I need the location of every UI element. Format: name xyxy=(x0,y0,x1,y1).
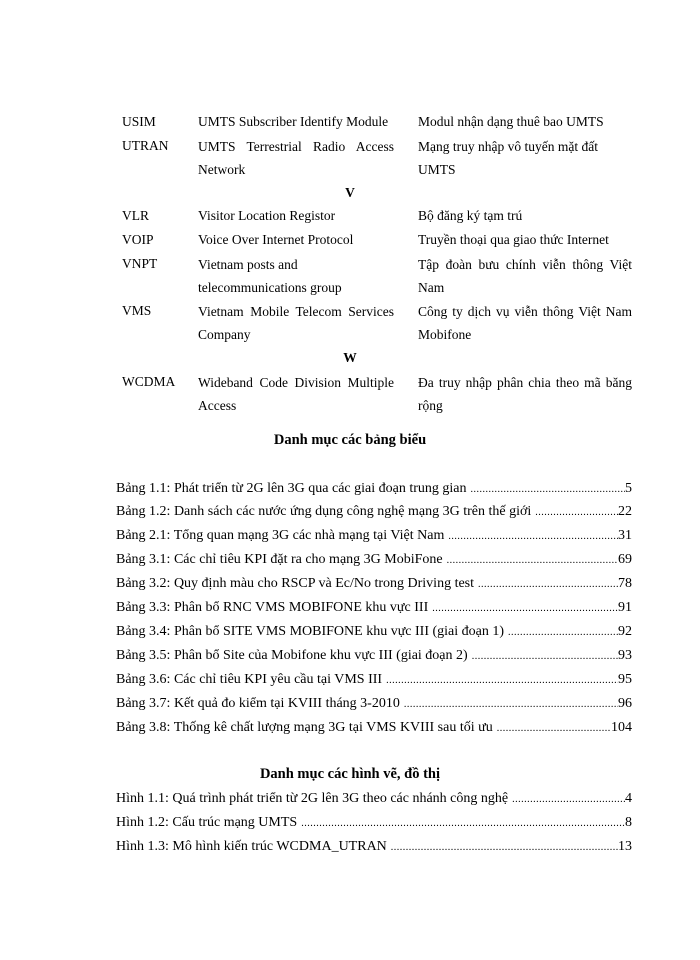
toc-entry-label: Bảng 3.3: Phân bổ RNC VMS MOBIFONE khu vực III xyxy=(116,600,429,615)
toc-entry-page: 13 xyxy=(618,839,632,854)
toc-leader xyxy=(493,723,611,734)
toc-table-entry xyxy=(116,528,632,548)
abbr-code: USIM xyxy=(122,114,156,129)
toc-leader xyxy=(508,794,625,805)
abbr-translation-line: Nam xyxy=(418,280,445,295)
toc-figure-entry xyxy=(116,815,632,835)
toc-entry-page: 22 xyxy=(618,504,632,519)
abbr-row-voip xyxy=(0,232,700,252)
abbr-translation-line: rộng xyxy=(418,398,443,413)
toc-figure-entry xyxy=(116,839,632,859)
toc-entry-page: 104 xyxy=(611,720,632,735)
toc-table-entry xyxy=(116,720,632,740)
abbr-translation-line: Đa truy nhập phân chia theo mã băng xyxy=(418,375,632,390)
toc-entry-label: Hình 1.3: Mô hình kiến trúc WCDMA_UTRAN xyxy=(116,839,387,854)
abbr-code: VOIP xyxy=(122,232,154,247)
toc-entry-label: Hình 1.1: Quá trình phát triển từ 2G lên 3G theo các nhánh công nghệ xyxy=(116,791,509,806)
abbr-term-line: UMTS Terrestrial Radio Access xyxy=(198,139,394,154)
abbr-row-usim xyxy=(0,114,700,134)
toc-entry-label: Bảng 3.4: Phân bổ SITE VMS MOBIFONE khu vực III (giai đoạn 1) xyxy=(116,624,505,639)
toc-entry-label: Bảng 3.2: Quy định màu cho RSCP và Ec/No trong Driving test xyxy=(116,576,475,591)
toc-entry-page: 96 xyxy=(618,696,632,711)
abbr-term: Visitor Location Registor xyxy=(198,208,336,223)
toc-entry-label: Bảng 2.1: Tổng quan mạng 3G các nhà mạng tại Việt Nam xyxy=(116,528,445,543)
toc-entry-page: 93 xyxy=(618,648,632,663)
toc-entry-page: 31 xyxy=(618,528,632,543)
abbr-row-vnpt xyxy=(0,256,700,302)
toc-leader xyxy=(467,484,625,495)
toc-table-entry xyxy=(116,576,632,596)
toc-leader xyxy=(474,579,618,590)
abbr-term-line: telecommunications group xyxy=(198,280,342,295)
toc-entry-page: 92 xyxy=(618,624,632,639)
toc-entry-page: 95 xyxy=(618,672,632,687)
abbr-row-wcdma xyxy=(0,374,700,420)
abbr-term-line: Network xyxy=(198,162,246,177)
abbr-row-vms xyxy=(0,303,700,349)
abbr-row-utran xyxy=(0,138,700,184)
toc-leader xyxy=(297,818,625,829)
abbr-translation: Bộ đăng ký tạm trú xyxy=(418,208,523,223)
toc-entry-label: Bảng 3.8: Thống kê chất lượng mạng 3G tại VMS KVIII sau tối ưu xyxy=(116,720,493,735)
abbr-code: UTRAN xyxy=(122,138,169,153)
toc-entry-label: Bảng 1.2: Danh sách các nước ứng dụng công nghệ mạng 3G trên thế giới xyxy=(116,504,532,519)
abbr-translation: Truyền thoại qua giao thức Internet xyxy=(418,232,609,247)
toc-entry-page: 69 xyxy=(618,552,632,567)
toc-table-entry xyxy=(116,481,632,501)
toc-table-entry xyxy=(116,600,632,620)
toc-table-entry xyxy=(116,648,632,668)
section-letter-w: W xyxy=(343,350,357,365)
abbr-term-line: Company xyxy=(198,327,251,342)
abbr-code: VNPT xyxy=(122,256,158,271)
toc-entry-label: Hình 1.2: Cấu trúc mạng UMTS xyxy=(116,815,298,830)
abbr-translation-line: Mobifone xyxy=(418,327,472,342)
abbr-code: VMS xyxy=(122,303,152,318)
abbr-row-vlr xyxy=(0,208,700,228)
toc-entry-label: Bảng 3.7: Kết quả đo kiểm tại KVIII tháng 3-2010 xyxy=(116,696,400,711)
toc-leader xyxy=(531,507,618,518)
toc-leader xyxy=(504,627,618,638)
section-letter-v: V xyxy=(345,185,355,200)
figures-heading: Danh mục các hình vẽ, đồ thị xyxy=(259,766,441,782)
abbr-code: VLR xyxy=(122,208,149,223)
toc-table-entry xyxy=(116,552,632,572)
abbr-term: UMTS Subscriber Identify Module xyxy=(198,114,389,129)
toc-leader xyxy=(468,651,618,662)
abbr-translation-line: Mạng truy nhập vô tuyến mặt đất xyxy=(418,139,598,154)
toc-entry-page: 5 xyxy=(625,481,632,496)
abbr-term-line: Vietnam posts and xyxy=(198,257,298,272)
toc-leader xyxy=(400,699,618,710)
toc-entry-page: 78 xyxy=(618,576,632,591)
toc-entry-label: Bảng 3.5: Phân bổ Site của Mobifone khu vực III (giai đoạn 2) xyxy=(116,648,468,663)
toc-leader xyxy=(444,531,618,542)
abbr-translation-line: Tập đoàn bưu chính viễn thông Việt xyxy=(418,257,632,272)
toc-table-entry xyxy=(116,504,632,524)
abbr-term-line: Wideband Code Division Multiple xyxy=(198,375,394,390)
toc-leader xyxy=(387,842,618,853)
toc-entry-page: 4 xyxy=(625,791,632,806)
toc-leader xyxy=(443,555,618,566)
toc-table-entry xyxy=(116,696,632,716)
toc-figure-entry xyxy=(116,791,632,811)
abbr-translation-line: UMTS xyxy=(418,162,456,177)
abbr-translation-line: Công ty dịch vụ viễn thông Việt Nam xyxy=(418,304,632,319)
toc-entry-page: 8 xyxy=(625,815,632,830)
toc-table-entry xyxy=(116,672,632,692)
toc-entry-label: Bảng 3.6: Các chỉ tiêu KPI yêu cầu tại VMS III xyxy=(116,672,383,687)
abbr-code: WCDMA xyxy=(122,374,176,389)
abbr-term-line: Access xyxy=(198,398,237,413)
toc-leader xyxy=(382,675,618,686)
toc-entry-label: Bảng 3.1: Các chỉ tiêu KPI đặt ra cho mạng 3G MobiFone xyxy=(116,552,443,567)
tables-heading: Danh mục các bảng biểu xyxy=(273,432,427,448)
toc-leader xyxy=(428,603,618,614)
toc-table-entry xyxy=(116,624,632,644)
abbr-term-line: Vietnam Mobile Telecom Services xyxy=(198,304,394,319)
toc-entry-label: Bảng 1.1: Phát triển từ 2G lên 3G qua các giai đoạn trung gian xyxy=(116,481,467,496)
abbr-term: Voice Over Internet Protocol xyxy=(198,232,354,247)
toc-entry-page: 91 xyxy=(618,600,632,615)
abbr-translation: Modul nhận dạng thuê bao UMTS xyxy=(418,114,604,129)
